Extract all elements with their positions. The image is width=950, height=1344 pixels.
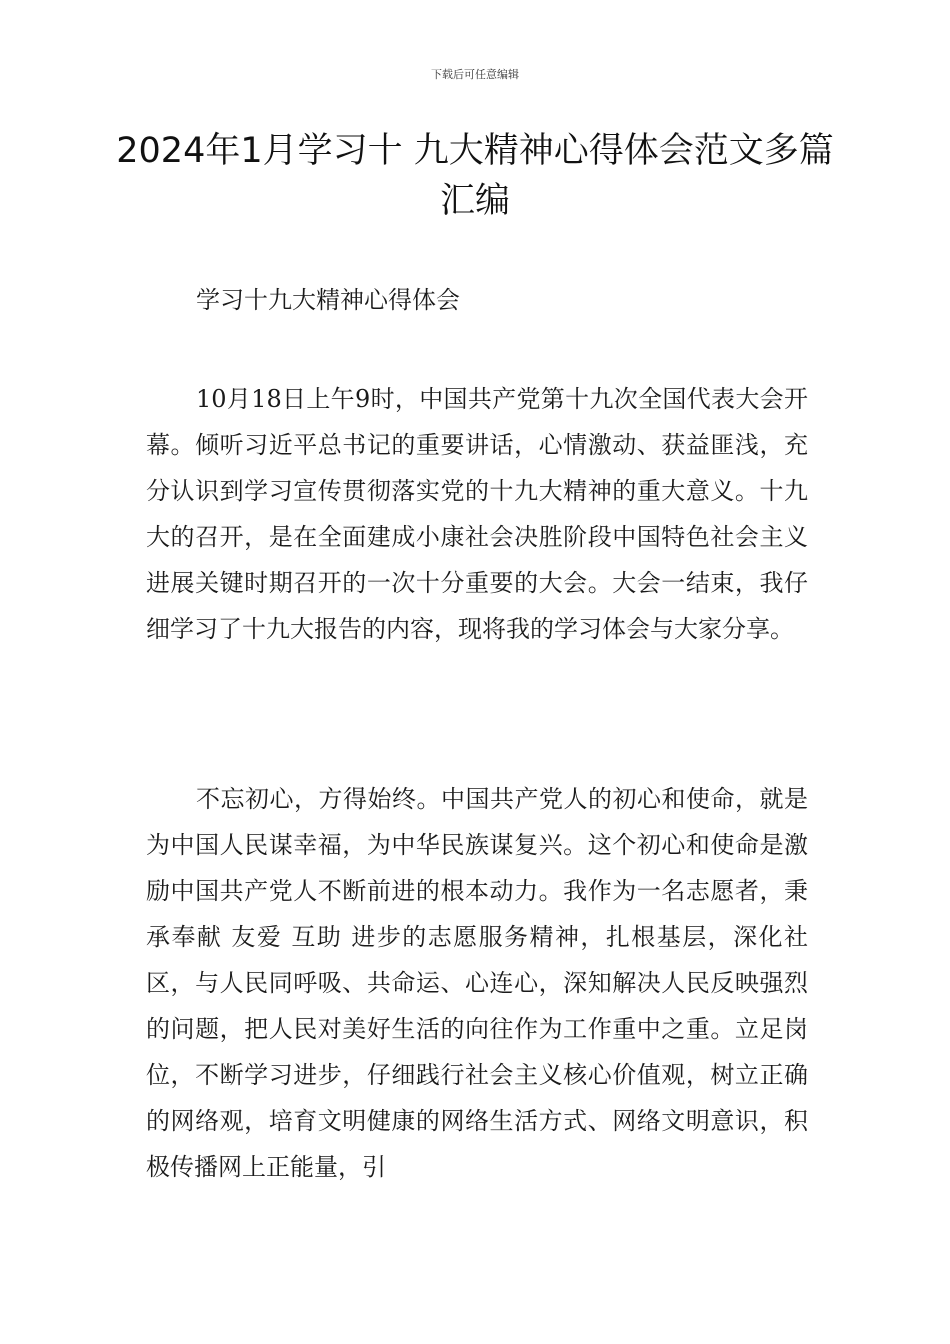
paragraph-1: 10月18日上午9时，中国共产党第十九次全国代表大会开幕。倾听习近平总书记的重要讲话，心情激动、获益匪浅，充分认识到学习宣传贯彻落实党的十九大精神的重大意义。十九大的召开，是在全面建成小康社会决胜阶段中国特色社会主义进展关键时期召开的一次十分重要的大会。大会一结束，我仔细学习了十九大报告的内容，现将我的学习体会与大家分享。: [146, 385, 808, 643]
paragraph-2: 不忘初心，方得始终。中国共产党人的初心和使命，就是为中国人民谋幸福，为中华民族谋复兴。这个初心和使命是激励中国共产党人不断前进的根本动力。我作为一名志愿者，秉承奉献 友爱 互助 进步的志愿服务精神，扎根基层，深化社区，与人民同呼吸、共命运、心连心，深知解决人民反映强烈的问题，把人民对美好生活的向往作为工作重中之重。立足岗位，不断学习进步，仔细践行社会主义核心价值观，树立正确的网络观，培育文明健康的网络生活方式、网络文明意识，积极传播网上正能量，引: [146, 785, 808, 1181]
document-title: 2024年1月学习十 九大精神心得体会范文多篇汇编: [116, 131, 834, 221]
section-heading: 学习十九大精神心得体会: [196, 286, 460, 314]
header-note: 下载后可任意编辑: [431, 68, 519, 81]
